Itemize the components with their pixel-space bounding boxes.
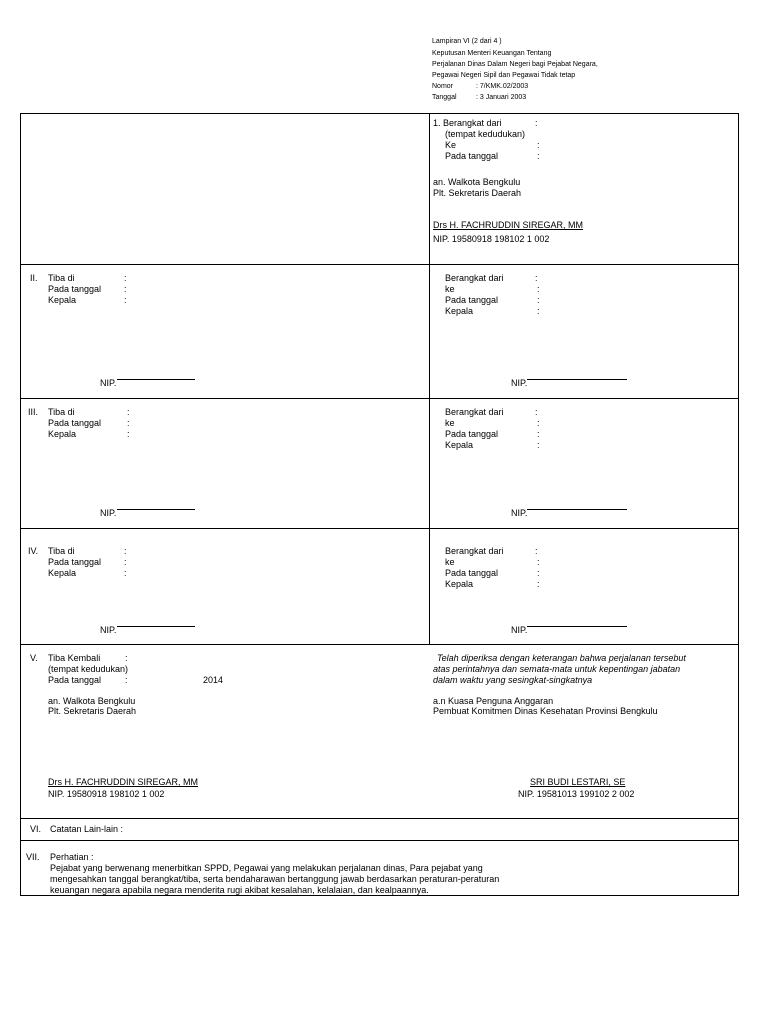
kepala-label: Kepala: [445, 579, 474, 589]
roman-numeral: VII.: [26, 852, 40, 862]
kepala-label: Kepala: [48, 429, 77, 439]
row-divider-4: [20, 644, 739, 645]
pada-tanggal-label: Pada tanggal: [445, 568, 499, 578]
header-line-1: Lampiran VI (2 dari 4 ): [432, 38, 502, 45]
berangkat-dari-label: 1. Berangkat dari: [433, 118, 502, 128]
colon: :: [125, 653, 128, 663]
colon: :: [537, 284, 540, 294]
header-line-2: Keputusan Menteri Keuangan Tentang: [432, 50, 552, 57]
kepala-label: Kepala: [48, 568, 77, 578]
pada-tanggal-label: Pada tanggal: [445, 429, 499, 439]
header-tanggal-label: Tanggal: [432, 94, 457, 101]
roman-numeral: VI.: [30, 824, 42, 834]
colon: :: [125, 675, 128, 685]
colon: :: [124, 557, 127, 567]
kepala-label: Kepala: [445, 440, 474, 450]
catatan-label: Catatan Lain-lain :: [50, 824, 124, 834]
pada-tanggal-label: Pada tanggal: [48, 675, 102, 685]
signatory-name: Drs H. FACHRUDDIN SIREGAR, MM: [433, 220, 584, 230]
pada-tanggal-label: Pada tanggal: [48, 284, 102, 294]
tiba-di-label: Tiba di: [48, 273, 75, 283]
berangkat-dari-label: Berangkat dari: [445, 546, 504, 556]
column-divider: [429, 113, 430, 644]
plt-sekretaris: Plt. Sekretaris Daerah: [48, 706, 137, 716]
pada-tanggal-label: Pada tanggal: [48, 418, 102, 428]
tiba-di-label: Tiba di: [48, 546, 75, 556]
header-nomor-label: Nomor: [432, 83, 454, 90]
header-nomor-value: : 7/KMK.02/2003: [476, 83, 529, 90]
colon: :: [127, 429, 130, 439]
colon: :: [537, 429, 540, 439]
colon: :: [535, 407, 538, 417]
nip-label: NIP.: [511, 378, 528, 388]
colon: :: [127, 407, 130, 417]
colon: :: [537, 440, 540, 450]
ke-label: Ke: [445, 140, 457, 150]
signatory-name: Drs H. FACHRUDDIN SIREGAR, MM: [48, 777, 199, 787]
plt-sekretaris: Plt. Sekretaris Daerah: [433, 188, 522, 198]
colon: :: [537, 140, 540, 150]
attention-line-2: mengesahkan tanggal berangkat/tiba, serta bendaharawan bertanggung jawab berdasarkan peraturan-peraturan: [50, 874, 500, 884]
colon: :: [124, 273, 127, 283]
signatory-name-2: SRI BUDI LESTARI, SE: [530, 777, 626, 787]
attention-line-3: keuangan negara apabila negara menderita rugi akibat kesalahan, kelalaian, dan kealpaannya.: [50, 885, 429, 895]
row-divider-6: [20, 840, 739, 841]
colon: :: [535, 118, 538, 128]
signature-line: [527, 509, 627, 510]
ke-label: ke: [445, 284, 455, 294]
tempat-kedudukan-label: (tempat kedudukan): [445, 129, 526, 139]
colon: :: [124, 295, 127, 305]
colon: :: [537, 579, 540, 589]
kuasa-pengguna-anggaran: a.n Kuasa Penguna Anggaran: [433, 696, 554, 706]
attention-line-1: Pejabat yang berwenang menerbitkan SPPD, Pegawai yang melakukan perjalanan dinas, Para pejabat yang: [50, 863, 483, 873]
ke-label: ke: [445, 418, 455, 428]
header-tanggal-value: : 3 Januari 2003: [476, 94, 527, 101]
row-divider-2: [20, 398, 739, 399]
roman-numeral: V.: [30, 653, 38, 663]
roman-numeral: II.: [30, 273, 38, 283]
perhatian-label: Perhatian :: [50, 852, 94, 862]
colon: :: [535, 273, 538, 283]
colon: :: [127, 418, 130, 428]
pada-tanggal-label: Pada tanggal: [445, 295, 499, 305]
header-line-4: Pegawai Negeri Sipil dan Pegawai Tidak tetap: [432, 72, 576, 79]
colon: :: [537, 151, 540, 161]
colon: :: [124, 546, 127, 556]
kepala-label: Kepala: [48, 295, 77, 305]
row-divider-5: [20, 818, 739, 819]
colon: :: [537, 295, 540, 305]
roman-numeral: IV.: [28, 546, 39, 556]
colon: :: [535, 546, 538, 556]
colon: :: [124, 284, 127, 294]
signature-line: [117, 509, 195, 510]
nip-label: NIP.: [100, 508, 117, 518]
row-divider-1: [20, 264, 739, 265]
pada-tanggal-label: Pada tanggal: [445, 151, 499, 161]
tiba-di-label: Tiba di: [48, 407, 75, 417]
an-walkota: an. Walkota Bengkulu: [433, 177, 521, 187]
colon: :: [124, 568, 127, 578]
signatory-nip: NIP. 19580918 198102 1 002: [433, 234, 550, 244]
return-year: 2014: [203, 675, 224, 685]
pembuat-komitmen: Pembuat Komitmen Dinas Kesehatan Provinsi Bengkulu: [433, 706, 658, 716]
signatory-nip: NIP. 19580918 198102 1 002: [48, 789, 165, 799]
tempat-kedudukan-label: (tempat kedudukan): [48, 664, 129, 674]
kepala-label: Kepala: [445, 306, 474, 316]
verification-line-1: Telah diperiksa dengan keterangan bahwa perjalanan tersebut: [437, 653, 686, 663]
colon: :: [537, 306, 540, 316]
verification-line-3: dalam waktu yang sesingkat-singkatnya: [433, 675, 593, 685]
signature-line: [117, 626, 195, 627]
tiba-kembali-label: Tiba Kembali: [48, 653, 101, 663]
nip-label: NIP.: [100, 378, 117, 388]
nip-label: NIP.: [511, 625, 528, 635]
signature-line: [527, 379, 627, 380]
header-line-3: Perjalanan Dinas Dalam Negeri bagi Pejabat Negara,: [432, 61, 598, 68]
pada-tanggal-label: Pada tanggal: [48, 557, 102, 567]
signature-line: [527, 626, 627, 627]
colon: :: [537, 568, 540, 578]
berangkat-dari-label: Berangkat dari: [445, 273, 504, 283]
ke-label: ke: [445, 557, 455, 567]
signatory-nip-2: NIP. 19581013 199102 2 002: [518, 789, 635, 799]
nip-label: NIP.: [100, 625, 117, 635]
roman-numeral: III.: [28, 407, 39, 417]
an-walkota: an. Walkota Bengkulu: [48, 696, 136, 706]
nip-label: NIP.: [511, 508, 528, 518]
row-divider-3: [20, 528, 739, 529]
berangkat-dari-label: Berangkat dari: [445, 407, 504, 417]
signature-line: [117, 379, 195, 380]
colon: :: [537, 418, 540, 428]
verification-line-2: atas perintahnya dan semata-mata untuk kepentingan jabatan: [433, 664, 681, 674]
colon: :: [537, 557, 540, 567]
